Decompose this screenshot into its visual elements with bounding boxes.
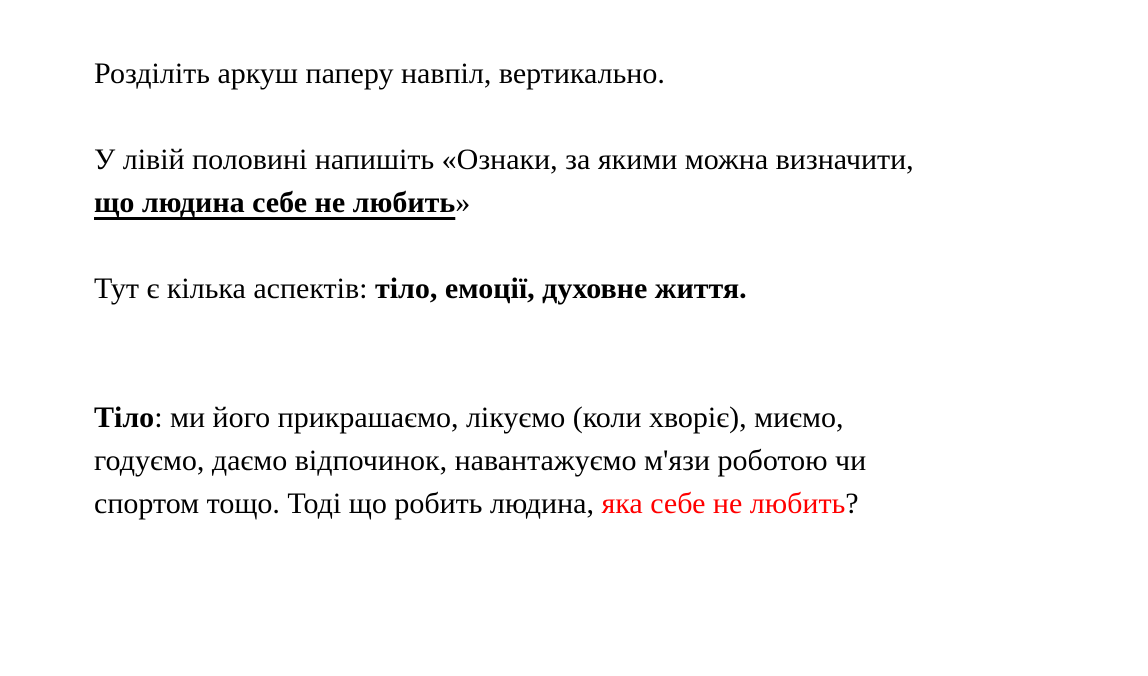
aspects-bold-list: тіло, емоції, духовне життя. — [374, 272, 747, 305]
text-content — [94, 52, 1104, 525]
aspects-prefix: Тут є кілька аспектів: — [94, 272, 375, 305]
body-aspect-line1-rest: : ми його прикрашаємо, лікуємо (коли хворіє), миємо, — [154, 401, 844, 434]
paragraph-left-half-heading — [94, 138, 1104, 224]
body-aspect-line3-prefix: спортом тощо. Тоді що робить людина, — [94, 487, 602, 520]
question-mark: ? — [845, 487, 859, 520]
left-half-heading-line1: У лівій половині напишіть «Ознаки, за якими можна визначити, — [94, 143, 914, 176]
paragraph-body-aspect — [94, 396, 1104, 525]
body-aspect-line2: годуємо, даємо відпочинок, навантажуємо м'язи роботою чи — [94, 444, 867, 477]
closing-guillemet: » — [455, 186, 471, 219]
paragraph-divide-instruction — [94, 52, 1104, 95]
divide-instruction-text: Розділіть аркуш паперу навпіл, вертикально. — [94, 57, 665, 90]
red-phrase: яка себе не любить — [601, 487, 846, 520]
bold-underline-phrase: що людина себе не любить — [94, 186, 456, 219]
paragraph-aspects — [94, 267, 1104, 310]
body-aspect-lead-bold: Тіло — [94, 401, 155, 434]
